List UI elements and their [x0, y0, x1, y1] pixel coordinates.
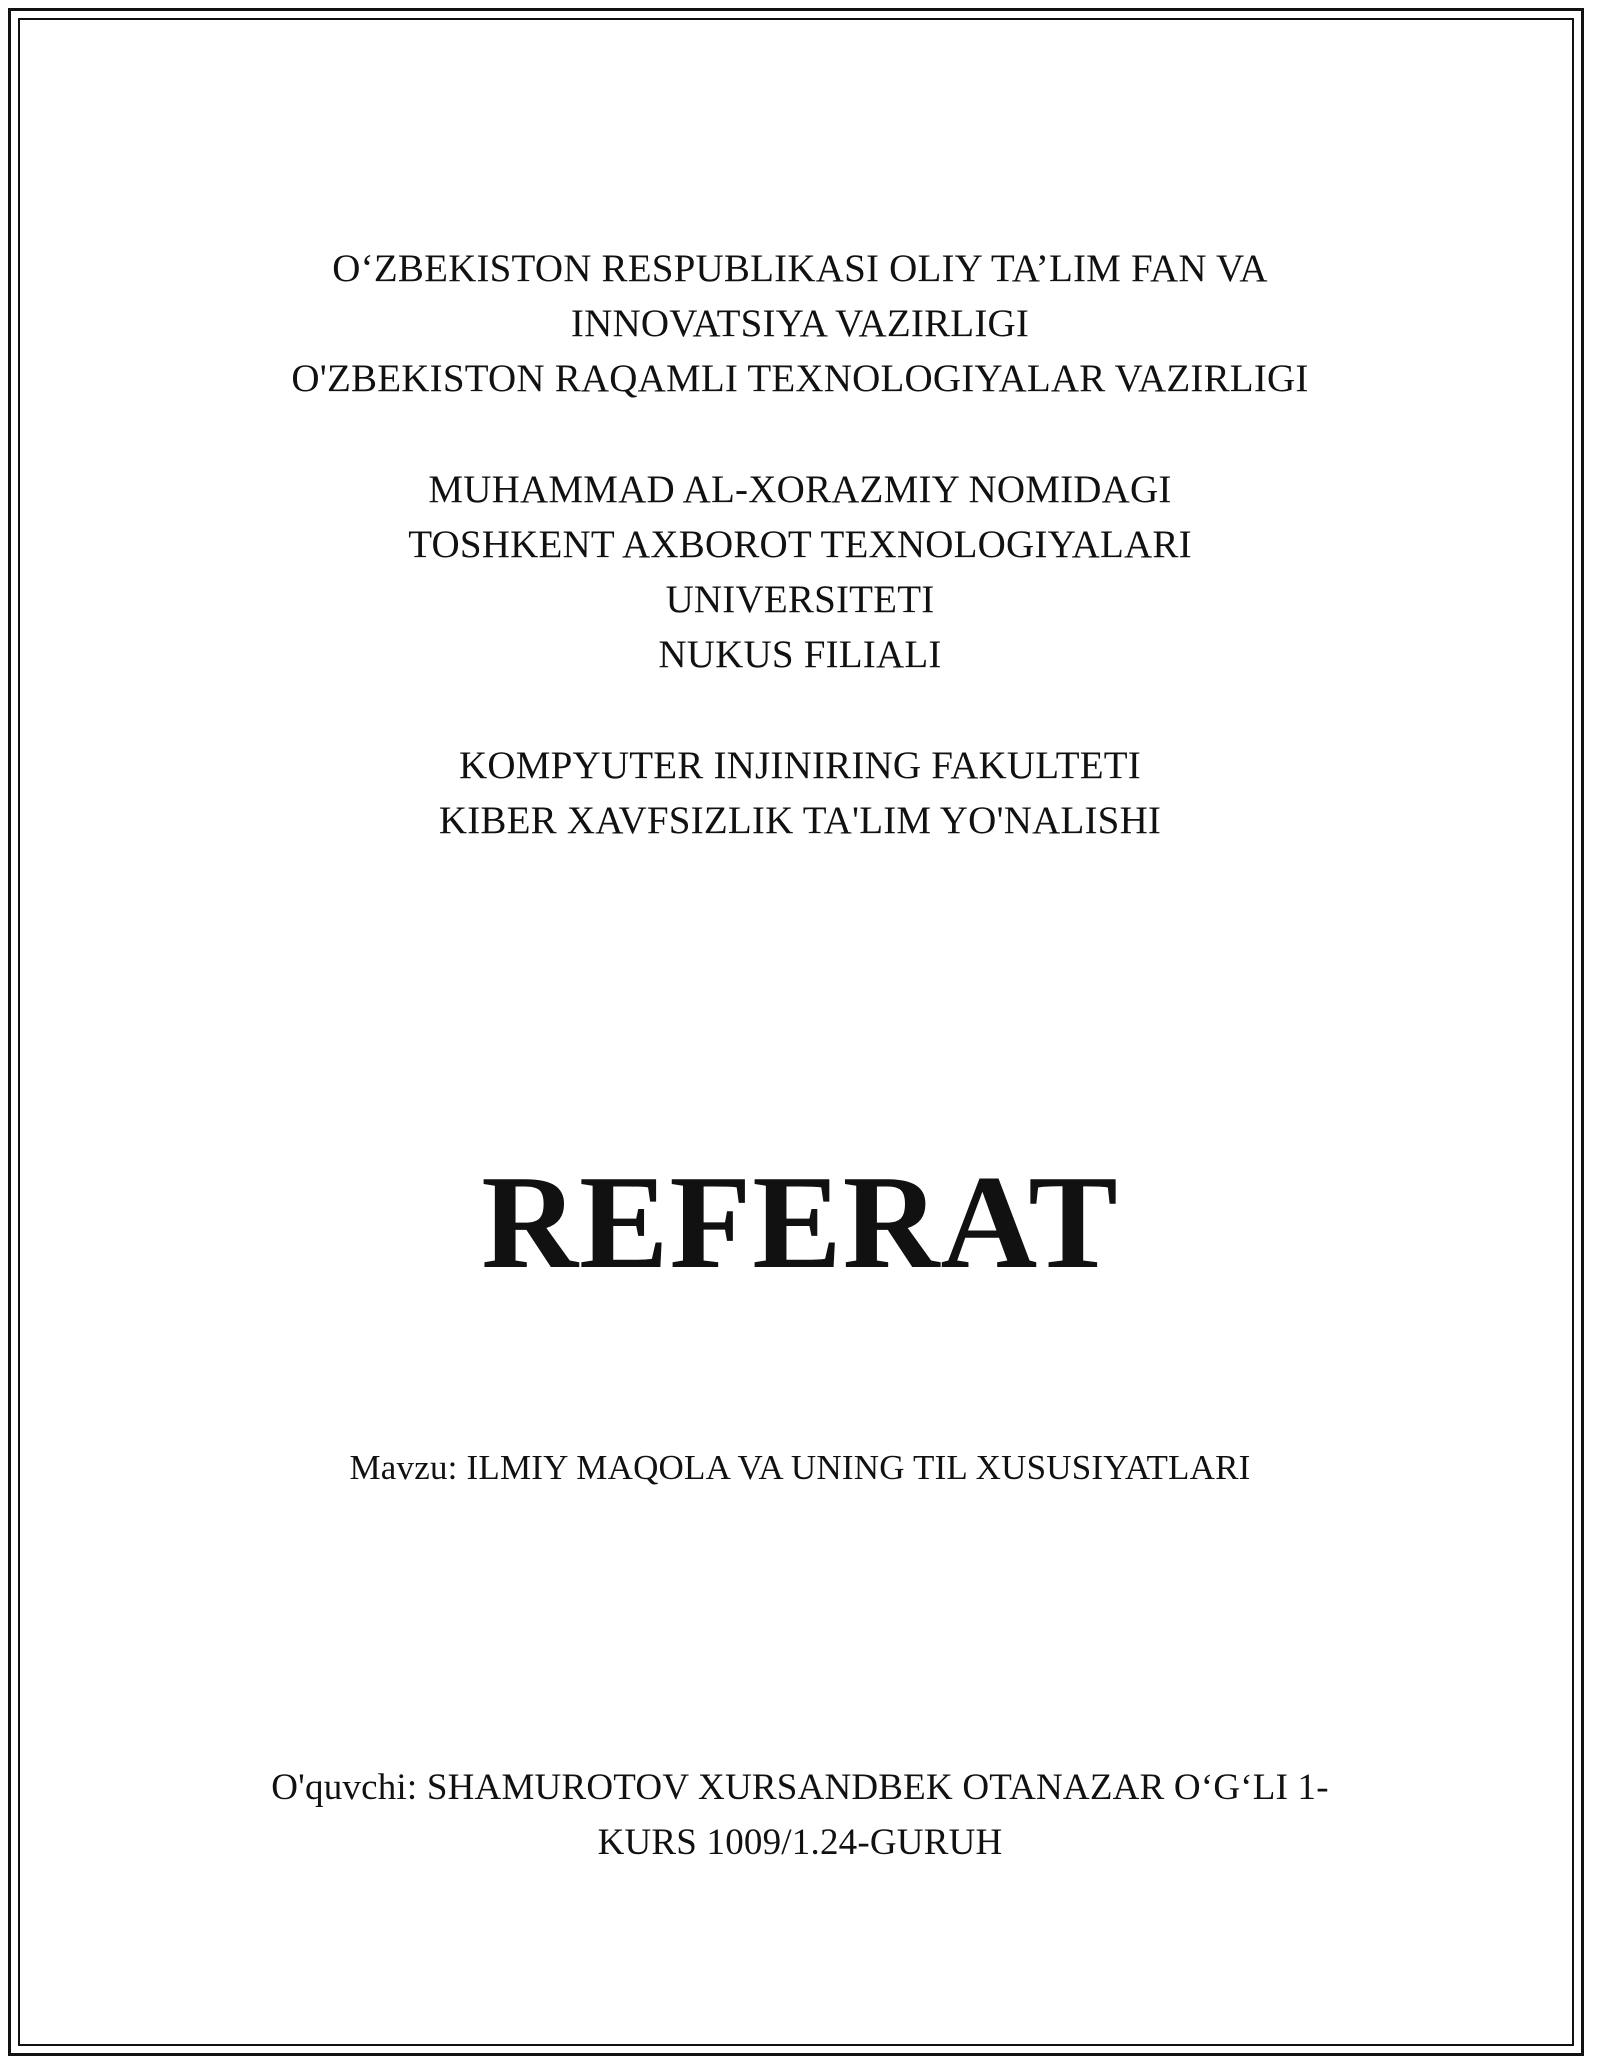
ministry-line-3: O'ZBEKISTON RAQAMLI TEXNOLOGIYALAR VAZIRLIGI [291, 357, 1309, 400]
university-line-1: MUHAMMAD AL-XORAZMIY NOMIDAGI [428, 468, 1172, 511]
student-line-1: O'quvchi: SHAMUROTOV XURSANDBEK OTANAZAR O‘G‘LI 1- [271, 1767, 1329, 1808]
ministry-line-2: INNOVATSIYA VAZIRLIGI [570, 302, 1030, 345]
ministry-line-1: O‘ZBEKISTON RESPUBLIKASI OLIY TA’LIM FAN VA [332, 247, 1268, 290]
document-title: REFERAT [481, 1148, 1119, 1296]
university-line-2: TOSHKENT AXBOROT TEXNOLOGIYALARI [408, 523, 1192, 566]
student-line-2: KURS 1009/1.24-GURUH [597, 1822, 1003, 1863]
faculty-line-1: KOMPYUTER INJINIRING FAKULTETI [459, 744, 1141, 787]
topic-line: Mavzu: ILMIY MAQOLA VA UNING TIL XUSUSIYATLARI [349, 1448, 1251, 1487]
faculty-line-2: KIBER XAVFSIZLIK TA'LIM YO'NALISHI [438, 799, 1162, 842]
university-line-3: UNIVERSITETI [665, 578, 935, 621]
university-line-4: NUKUS FILIALI [658, 633, 942, 676]
